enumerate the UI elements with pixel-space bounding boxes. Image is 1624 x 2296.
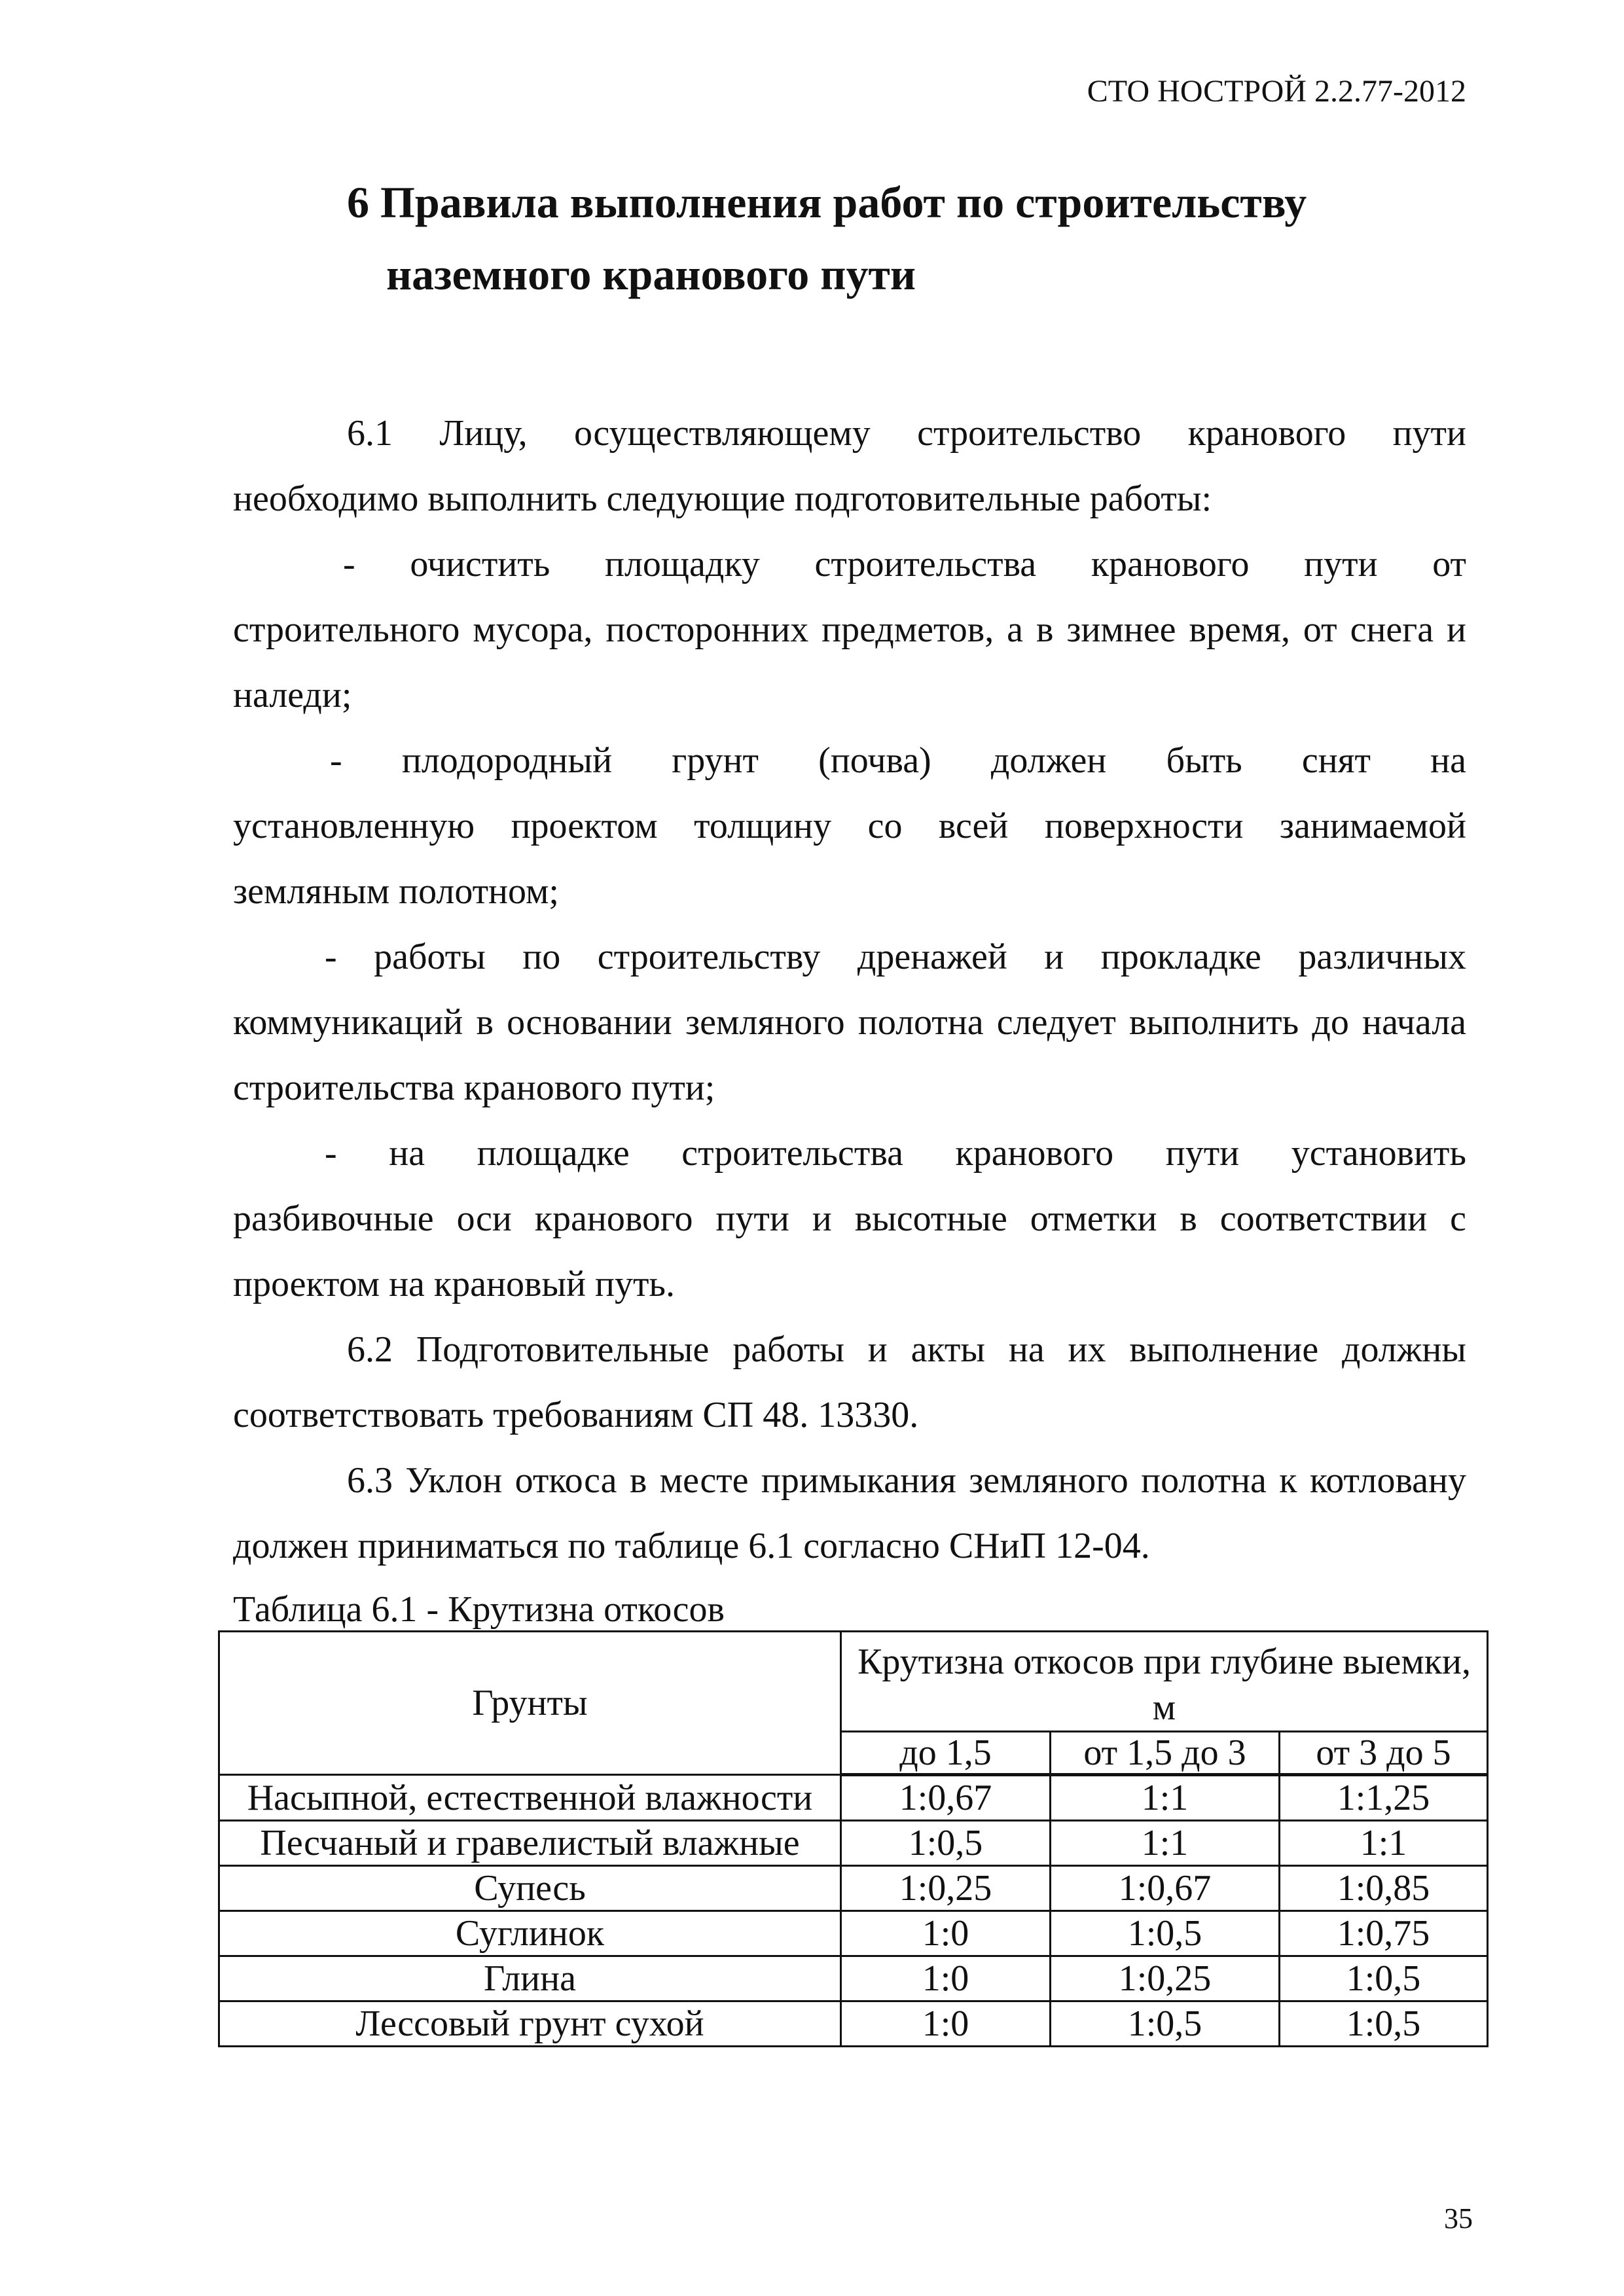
- soil-cell: Супесь: [219, 1866, 841, 1911]
- slope-cell: 1:0: [841, 1956, 1051, 2001]
- slope-cell: 1:0: [841, 1911, 1051, 1956]
- slope-cell: 1:0,5: [1051, 1911, 1280, 1956]
- bullet-layout-axes-rest: разбивочные оси кранового пути и высотные отметки в соответствии с проектом на крановый путь.: [233, 1198, 1466, 1304]
- table-row: [219, 1775, 1488, 1821]
- paragraph-6-1-line-1: 6.1 Лицу, осуществляющему строительство кранового пути: [347, 413, 1466, 454]
- slope-cell: 1:0,5: [1280, 1956, 1488, 2001]
- slope-cell: 1:1: [1280, 1821, 1488, 1866]
- paragraph-6-2-text: 6.2 Подготовительные работы и акты на их выполнение должны соответствовать требованиям СП 48. 13330.: [233, 1329, 1466, 1435]
- paragraph-6-3: [233, 1448, 1466, 1579]
- bullet-drainage-works-text: - работы по строительству дренажей и прокладке различных коммуникаций в основании земляного полотна следует выполнить до начала строительства кранового пути;: [233, 937, 1466, 1108]
- slope-cell: 1:0,5: [1051, 2001, 1280, 2047]
- paragraph-6-1-line-2: необходимо выполнить следующие подготовительные работы:: [233, 478, 1212, 519]
- table-row: [219, 1956, 1488, 2001]
- slope-cell: 1:0,67: [841, 1775, 1051, 1821]
- section-title-line-2: наземного кранового пути: [386, 249, 916, 299]
- slope-cell: 1:0: [841, 2001, 1051, 2047]
- paragraph-6-3-text: 6.3 Уклон откоса в месте примыкания земляного полотна к котловану должен приниматься по таблице 6.1 согласно СНиП 12-04.: [233, 1460, 1466, 1566]
- slope-cell: 1:1,25: [1280, 1775, 1488, 1821]
- bullet-drainage-works: [233, 924, 1466, 1121]
- paragraph-6-2: [233, 1317, 1466, 1448]
- table-row: [219, 2001, 1488, 2047]
- table-row: [219, 1866, 1488, 1911]
- header-depth-0-1-5: до 1,5: [841, 1732, 1051, 1775]
- bullet-remove-topsoil-rest: установленную проектом толщину со всей поверхности занимаемой земляным полотном;: [233, 806, 1466, 912]
- header-slope-group: Крутизна откосов при глубине выемки, м: [841, 1632, 1488, 1732]
- slope-cell: 1:0,5: [841, 1821, 1051, 1866]
- soil-cell: Глина: [219, 1956, 841, 2001]
- slope-cell: 1:1: [1051, 1821, 1280, 1866]
- bullet-clear-site: [233, 531, 1466, 728]
- header-soil: Грунты: [219, 1632, 841, 1775]
- table-row: [219, 1911, 1488, 1956]
- slope-cell: 1:0,67: [1051, 1866, 1280, 1911]
- slope-cell: 1:0,25: [1051, 1956, 1280, 2001]
- bullet-layout-axes: [233, 1121, 1466, 1317]
- soil-cell: Песчаный и гравелистый влажные: [219, 1821, 841, 1866]
- slope-cell: 1:0,75: [1280, 1911, 1488, 1956]
- slope-cell: 1:1: [1051, 1775, 1280, 1821]
- document-code: СТО НОСТРОЙ 2.2.77-2012: [1087, 74, 1466, 109]
- section-title-line-1: 6 Правила выполнения работ по строительству: [347, 177, 1307, 227]
- soil-cell: Лессовый грунт сухой: [219, 2001, 841, 2047]
- slope-cell: 1:0,25: [841, 1866, 1051, 1911]
- slope-table: [218, 1630, 1489, 2047]
- bullet-clear-site-rest: строительного мусора, посторонних предметов, а в зимнее время, от снега и наледи;: [233, 609, 1466, 715]
- soil-cell: Насыпной, естественной влажности: [219, 1775, 841, 1821]
- bullet-remove-topsoil-line-1: - плодородный грунт (почва) должен быть снят на: [330, 740, 1466, 781]
- header-depth-3-5: от 3 до 5: [1280, 1732, 1488, 1775]
- bullet-clear-site-line-1: - очистить площадку строительства кранового пути от: [343, 544, 1466, 584]
- page-number: 35: [1444, 2202, 1473, 2234]
- paragraph-6-1: [233, 401, 1466, 531]
- soil-cell: Суглинок: [219, 1911, 841, 1956]
- table-caption: Таблица 6.1 - Крутизна откосов: [233, 1589, 725, 1630]
- bullet-layout-axes-line-1: - на площадке строительства кранового пути установить: [325, 1133, 1466, 1174]
- slope-cell: 1:0,5: [1280, 2001, 1488, 2047]
- slope-cell: 1:0,85: [1280, 1866, 1488, 1911]
- header-depth-1-5-3: от 1,5 до 3: [1051, 1732, 1280, 1775]
- table-row: [219, 1821, 1488, 1866]
- bullet-remove-topsoil: [233, 728, 1466, 924]
